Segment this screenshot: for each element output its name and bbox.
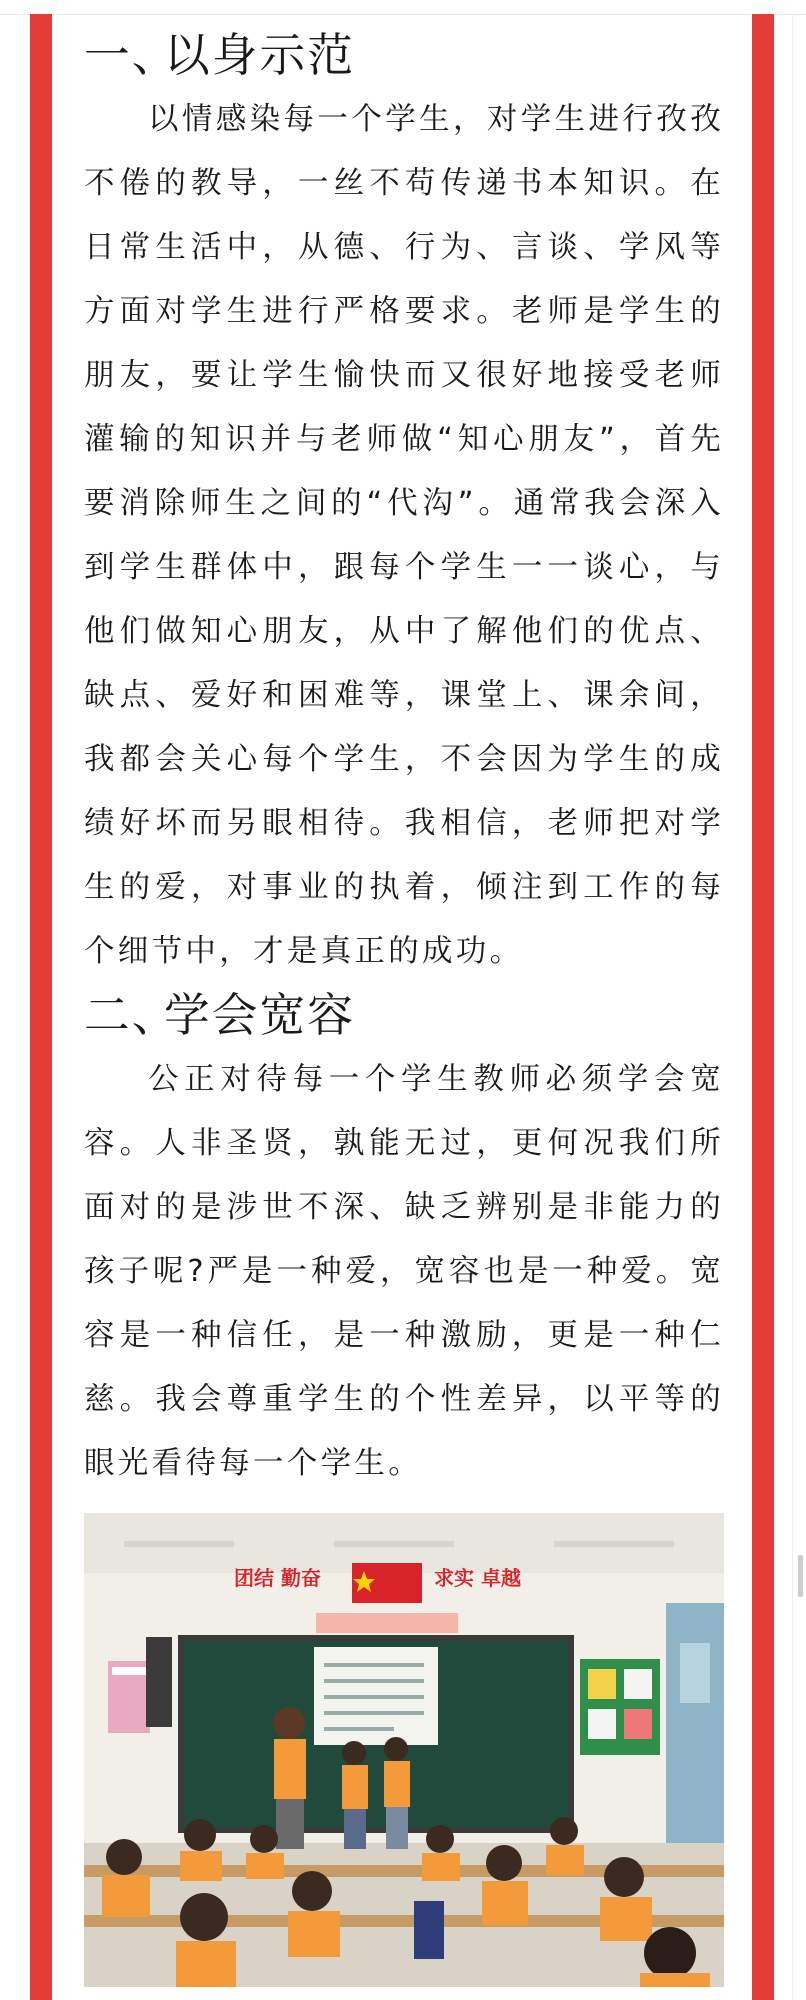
section-title: 以身示范 [164,29,355,82]
right-red-border [752,14,774,2000]
section-number: 二、 [84,989,180,1042]
top-divider [0,14,806,15]
section-heading-2 [84,984,724,1048]
classroom-photo [84,1513,724,1987]
section-paragraph-1: 以情感染每一个学生，对学生进行孜孜不倦的教导，一丝不苟传递书本知识。在日常生活中，从德、行为、言谈、学风等方面对学生进行严格要求。老师是学生的朋友，要让学生愉快而又很好地接受老师灌输的知识并与老师做“知心朋友”，首先要消除师生之间的“代沟”。通常我会深入到学生群体中，跟每个学生一一谈心，与他们做知心朋友，从中了解他们的优点、缺点、爱好和困难等，课堂上、课余间，我都会关心每个学生，不会因为学生的成绩好坏而另眼相待。我相信，老师把对学生的爱，对事业的执着，倾注到工作的每个细节中，才是真正的成功。 [84,102,724,969]
slogan-right: 求实 卓越 [434,1566,521,1590]
section-number: 一、 [84,29,180,82]
section-paragraph-2: 公正对待每一个学生教师必须学会宽容。人非圣贤，孰能无过，更何况我们所面对的是涉世不深、缺乏辨别是非能力的孩子呢?严是一种爱，宽容也是一种爱。宽容是一种信任，是一种激励，更是一种仁慈。我会尊重学生的个性差异，以平等的眼光看待每一个学生。 [84,1062,724,1481]
section-heading-1 [84,24,724,88]
right-edge-rule [792,14,793,2000]
slogan-left: 团结 勤奋 [234,1566,321,1590]
scroll-indicator[interactable] [798,1555,803,1597]
left-red-border [30,14,52,2000]
section-title: 学会宽容 [164,989,355,1042]
article-body [84,24,724,1496]
